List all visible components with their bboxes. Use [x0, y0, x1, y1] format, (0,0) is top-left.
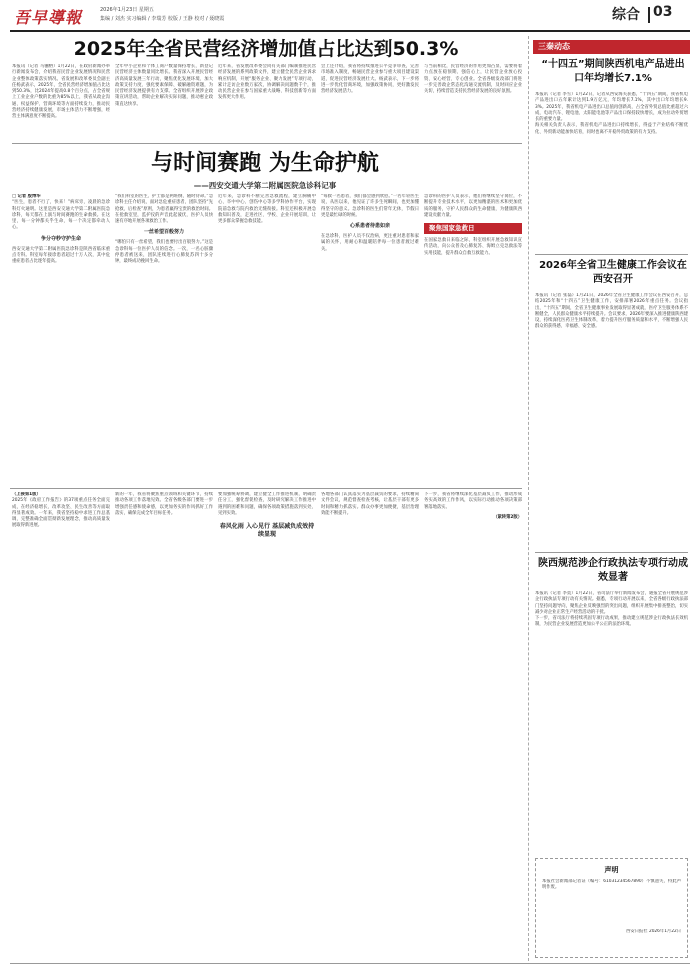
notice-text: 本报社会新闻部记者证（编号：61031234567890）不慎遗失，特此声明作废。	[542, 879, 681, 891]
section-label: 综合	[612, 7, 640, 23]
right-headline-2: 2026年全省卫生健康工作会议在西安召开	[539, 260, 687, 285]
lower-col-1	[12, 492, 110, 962]
lower-col-3-text: 要加强统筹协调，建立健全工作推进机制，明确责任分工，强化督促检查，及时研究解决工作推进中遇到的困难和问题，确保各项政策措施落到实处、见到实效。	[218, 492, 316, 516]
notice-title: 声明	[604, 866, 619, 874]
feature-col-2-text: “我们科室的医生、护士都是两班倒，随时待命。”急诊科主任介绍说，面对急危重症患者，团队坚持“先抢救、后检查”原则，为患者赢得宝贵的救治时间。在抢救室里，监护仪的声音此起彼伏，医护人员快速有序地开展各项救治工作。	[115, 194, 213, 225]
lower-col-3	[218, 492, 316, 962]
masthead-date: 2026年1月23日 星期五	[100, 7, 154, 13]
bottom-rule	[10, 963, 690, 964]
feature-bottom-divider	[10, 488, 522, 489]
masthead-editors: 集编 / 刘杰 实习编辑 / 李瑞芳 校版 / 王静 校对 / 聂晓霞	[100, 16, 225, 22]
right-headline-3: 陕西规范涉企行政执法专项行动成效显著	[538, 558, 688, 583]
right-section-tab: 三秦动态	[533, 40, 690, 54]
feature-col-4-text: “每救一名患者，我们都会感到欣慰。”一名年轻医生说，从医以来，他见证了许多生死瞬间，也更加懂得坚守的意义。急诊科的医生们常年无休，节假日更是最忙碌的时候。	[321, 194, 419, 218]
feature-byline: □ 记者 殷博华	[12, 194, 41, 199]
main-col-1: 本报讯（记者 马骊榕）1月22日，在政府新闻办举行新闻发布会，介绍我省民营企业发展情况和民营企业整体政策落实情况。省发展和改革委员会副主任杨武表示，2025年，全省民营经济增加值占比达到50.3%，比2024年提高0.8个百分点，占全省规上工业企业户数的比重为85%以上，我省从政企沟通、权益保护、营商环境等方面持续发力，推动民营经济持续健康发展，市场主体活力不断增强，经营主体满意度不断提高。	[12, 64, 110, 120]
right-story-1-p2: 海关相关负责人表示，我省机电产品进出口持续增长，得益于产业结构不断优化、外贸新动能加快培育，同时也离不开稳外贸政策的有力支持。	[535, 123, 688, 135]
masthead-logo: 吾早導報	[14, 8, 83, 27]
main-col-5: 与当前相比，民营经济的作用更加凸显，需要将着力点放在稳预期、强信心上，让民营企业放心投资、安心经营、专心创业。全省各级发改部门将进一步完善政企常态化沟通交流机制，及时回应企业关切，持续营造支持民营经济发展的良好氛围。	[424, 64, 522, 95]
main-col-3: 近年来，省发展改革委会同有关部门编制推进民营经济发展的系列政策文件，建立健全民营企业诉求响应机制，开展“服务企业、聚力发展”专项行动，累计走访企业数万家次，协调解决问题数千个，推动民营企业在参与国家重大战略、科技创新等方面发挥更大作用。	[218, 64, 316, 101]
feature-col-2	[115, 194, 213, 486]
feature-subhead-1: 争分夺秒守护生命	[40, 235, 81, 242]
feature-col-4	[321, 194, 419, 486]
lower-col-1-text: 2025年《政府工作报告》的37项重点任务全面完成，在经济稳增长、改革攻坚、民生改善等方面取得显著成效。一年来，我省坚持稳中求进工作总基调，完整准确全面贯彻新发展理念，推动高质量发展取得新进展。	[12, 498, 110, 529]
lower-col-4: 各地各部门认真落实为基层减负的要求，持续精简文件会议，规范督查检查考核，让基层干部有更多时间和精力抓落实。群众办事更加便捷，基层治理效能不断提升。	[321, 492, 419, 516]
right-column-divider	[528, 36, 529, 961]
right-story-1	[535, 92, 688, 250]
feature-title: 与时间赛跑 为生命护航	[151, 151, 379, 176]
feature-col-5b-text: 在国家急救日来临之际，科室组织开展急救知识宣传活动，向公众普及心肺复苏、海姆立克急救法等实用技能，提升群众自救互救能力。	[424, 238, 522, 256]
page-divider	[648, 7, 650, 23]
right-story-3-p2: 下一步，省司法厅将持续巩固专项行动成果，推动建立规范涉企行政执法长效机制，为民营企业发展营造更加公平公正的法治环境。	[535, 616, 688, 628]
main-col-2: 全年中小企业和个体工商户数量保持增长，新登记民营经济主体数量同比增长。我省深入开展民营经济高质量发展三年行动，聚焦优化发展环境、加大政策支持力度、强化要素保障、破解融资难题，为民营经济发展提供有力支撑。全省组织开展涉企政策宣讲活动，帮助企业解决实际问题，推动惠企政策直达快享。	[115, 64, 213, 107]
masthead-rule	[10, 30, 690, 32]
feature-col-2b-text: “哪怕只有一丝希望，我们也要付出百般努力。”这是急诊科每一位医护人员的信念。一次，一名心脏骤停患者被送来，团队连续进行心肺复苏四十多分钟，最终成功挽回生命。	[115, 240, 213, 265]
masthead	[0, 0, 700, 34]
right-divider-1	[535, 254, 688, 255]
page-number: 03	[653, 4, 673, 20]
notice-signature: 西安日报社 2026年1月22日	[626, 929, 681, 934]
feature-subhead-3: 心系患者待患如亲	[349, 223, 390, 230]
main-col-4: 会上还介绍，我省将持续推进公平竞争审查，完善市场准入制度，畅通民营企业参与重大项目建设渠道，促进民营经济发展壮大。杨武表示，下一步将进一步优化营商环境，加强政策协同，更好激发民营经济发展活力。	[321, 64, 419, 95]
right-headline-1: “十四五”期间陕西机电产品进出口年均增长7.1%	[541, 59, 685, 84]
right-story-3-p1: 本报讯（记者 李莫）1月22日，省司法厅举行新闻发布会，通报全省开展规范涉企行政执法专项行动有关情况。据悉，专项行动开展以来，全省各级行政执法部门坚持问题导向，聚焦企业反映强烈的突出问题，组织开展集中排查整治，切实减少对企业正常生产经营活动的干扰。	[535, 591, 688, 615]
feature-col-5	[424, 194, 522, 486]
right-story-3	[535, 591, 688, 853]
main-headline: 2025年全省民营经济增加值占比达到50.3%	[73, 38, 459, 60]
feature-col-1b-text: 西安交通大学第二附属医院急诊科是陕西省临床重点专科。科室每年接诊患者超过十万人次，其中危重症患者占比逐年提高。	[12, 246, 110, 265]
lower-col-2: 新的一年，我省将聚焦重点领域和关键环节，持续推动各项工作落地见效。全省各级各部门要进一步增强责任感和使命感，以更加务实的作风抓好工作落实，确保完成全年目标任务。	[115, 492, 213, 516]
right-story-2: 本报讯（记者 张磊）1月21日，2026年全省卫生健康工作会议在西安召开，总结2025年和“十四五”卫生健康工作，安排部署2026年重点任务。会议指出，“十四五”期间，全省卫生健康事业发展取得显著成就，医疗卫生服务体系不断健全，人民群众健康水平持续提升。会议要求，2026年要深入推进健康陕西建设，持续深化医药卫生体制改革，着力提升医疗服务质量和水平，不断增强人民群众的获得感、幸福感、安全感。	[535, 293, 688, 330]
feature-col-5-text: 急诊科的医护人员表示，他们将继续坚守岗位，不断提升专业技术水平，以更加精湛的医术和更加优质的服务，守护人民群众的生命健康，为健康陕西建设贡献力量。	[424, 194, 522, 218]
feature-subhead-4: 聚焦国家急救日	[424, 223, 522, 234]
lower-continue: （紧转第2版）	[493, 514, 522, 520]
feature-subhead-2: 一丝希望百般努力	[143, 229, 184, 236]
feature-col-1	[12, 194, 110, 486]
lower-col-5-text: 下一步，我省将继续深化基层减负工作，推动形成务实高效的工作作风，以实际行动推动各项决策部署落地落实。	[424, 492, 522, 510]
lower-subhead: 春风化雨 入心见行 基层减负成效持续显现	[219, 523, 315, 539]
feature-col-4b-text: 在急诊科，医护人员不仅治病，更注重对患者和家属的关怀，用耐心和温暖陪伴每一位患者渡过难关。	[321, 234, 419, 252]
lower-tag: （上接第1版）	[12, 492, 41, 497]
right-divider-2	[535, 552, 688, 553]
right-story-1-p1: 本报讯（记者 李雪）1月22日，记者从西安海关获悉，“十四五”期间，我省机电产品进出口五年累计达到1.9万亿元，年均增长7.1%，其中出口年均增长9.3%。2025年，我省机电产品进出口总值再创新高，占全省外贸总值比重超过六成，电动汽车、锂电池、太阳能电池等产品出口保持较快增长，成为拉动外贸增长的重要力量。	[535, 92, 688, 123]
main-section-divider	[12, 143, 522, 144]
feature-col-3: 近年来，急诊科不断完善急救流程，建立胸痛中心、卒中中心、创伤中心等多学科协作平台，实现院前急救与院内救治无缝衔接。科室还积极开展急救知识普及，走进社区、学校、企业开展培训，让更多群众掌握急救技能。	[218, 194, 316, 225]
feature-subtitle: ——西安交通大学第二附属医院急诊科记事	[193, 181, 337, 190]
lower-col-5	[424, 492, 522, 962]
notice-box	[535, 858, 688, 958]
feature-col-1-text: “医生，患者不行了，快来！”病床旁，凌晨的急诊科灯火通明。这里是西安交通大学第二附属医院急诊科，每天都在上演与时间赛跑的生命救援。在这里，每一分钟都关乎生命，每一个决定都牵动人心。	[12, 200, 110, 231]
